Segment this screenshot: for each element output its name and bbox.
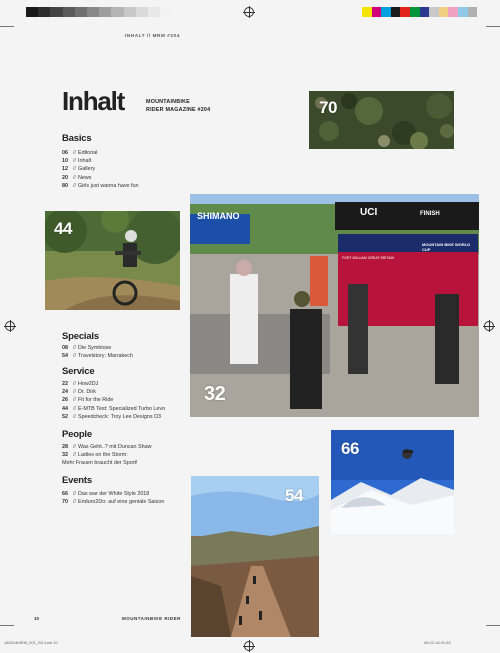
toc-entry[interactable]: 20 // News (62, 174, 92, 181)
registration-mark-icon (244, 641, 254, 651)
color-swatch (362, 7, 372, 17)
page-title: Inhalt (62, 86, 125, 116)
toc-entry[interactable]: 32 // Ladies on the Storm: (62, 452, 128, 459)
section-entries-events (62, 490, 164, 506)
color-swatch (372, 7, 382, 17)
section-entries-specials (62, 344, 133, 360)
entry-page-number: 70 (62, 499, 68, 506)
entry-title: Enduro2Do: auf eine geniale Saison (78, 499, 165, 506)
section-entries-basics (62, 149, 139, 190)
cmyk-color-bar (362, 7, 477, 17)
gray-swatch (111, 7, 123, 17)
entry-page-number: 54 (62, 353, 68, 360)
gray-swatch (38, 7, 50, 17)
photo-page-number: 70 (319, 98, 337, 117)
toc-entry[interactable]: 70 // Enduro2Do: auf eine geniale Saison (62, 499, 165, 506)
toc-entry-continuation: Mehr Frauen braucht der Sport! (62, 460, 138, 467)
section-heading-specials: Specials (62, 331, 99, 342)
color-swatch (400, 7, 410, 17)
running-head: INHALT // MRM #204 (125, 33, 180, 38)
banner-fortwilliam: FORT WILLIAM GREAT BRITAIN (342, 256, 394, 260)
entry-page-number: 52 (62, 413, 68, 420)
gray-swatch (148, 7, 160, 17)
photo-page-number: 66 (341, 439, 359, 458)
entry-page-number: 22 (62, 381, 68, 387)
toc-entry[interactable]: 26 // Fit for the Ride (62, 397, 114, 404)
gray-swatch (160, 7, 172, 17)
toc-entry[interactable]: 52 // Speedcheck: Troy Lee Designs D3 (62, 413, 162, 420)
gray-swatch (26, 7, 38, 17)
color-swatch (391, 7, 401, 17)
entry-page-number: 10 (62, 158, 68, 165)
photo-aerial-forest[interactable] (309, 91, 454, 149)
photo-page-number: 32 (204, 383, 226, 405)
entry-title: Girls just wanna have fun (78, 182, 139, 189)
toc-entry[interactable]: 22 // How2DJ (62, 381, 99, 387)
banner-finish: FINISH (420, 211, 440, 217)
entry-page-number: 26 (62, 397, 68, 404)
color-swatch (439, 7, 449, 17)
slug-file-info: 180314MRM_001_RZ.indd 10 (4, 640, 58, 645)
entry-page-number: 08 (62, 345, 68, 351)
finish-celebration-image (190, 194, 479, 417)
crop-mark (486, 625, 500, 626)
entry-page-number: 12 (62, 166, 68, 173)
entry-title: Die Symbiose (78, 345, 112, 351)
entry-page-number: 28 (62, 444, 68, 450)
photo-page-number: 54 (285, 486, 303, 505)
registration-mark-icon (5, 321, 15, 331)
crop-mark (486, 26, 500, 27)
entry-title: How2DJ (78, 381, 99, 387)
section-heading-service: Service (62, 366, 95, 377)
toc-entry[interactable]: 66 // Das war der White Style 2018 (62, 491, 150, 497)
photo-ebike-rider[interactable] (45, 211, 180, 310)
crop-mark (0, 26, 14, 27)
gray-swatch (124, 7, 136, 17)
banner-uci: UCI (360, 207, 378, 218)
color-swatch (429, 7, 439, 17)
toc-entry[interactable]: 44 // E-MTB Test: Specialized Turbo Levo (62, 405, 166, 412)
gray-swatch (99, 7, 111, 17)
toc-entry[interactable]: 06 // Editorial (62, 150, 98, 156)
gray-swatch (50, 7, 62, 17)
entry-page-number: 32 (62, 452, 68, 459)
slug-date: 06.02.18 01:53 (424, 640, 451, 645)
entry-title: Das war der White Style 2018 (78, 491, 150, 497)
entry-page-number: 20 (62, 174, 68, 181)
entry-page-number: 80 (62, 182, 68, 189)
section-heading-people: People (62, 429, 92, 440)
registration-mark-icon (244, 7, 254, 17)
toc-entry[interactable]: 24 // Dr. Dirk (62, 389, 96, 396)
crop-mark (0, 625, 14, 626)
entry-title: News (78, 174, 92, 181)
magazine-subtitle (146, 98, 210, 114)
photo-page-number: 44 (54, 219, 72, 238)
entry-title: Editorial (78, 150, 98, 156)
entry-title: Speedcheck: Troy Lee Designs D3 (78, 413, 162, 420)
color-swatch (410, 7, 420, 17)
entry-title: Ladies on the Storm: (78, 452, 128, 459)
entry-title: E-MTB Test: Specialized Turbo Levo (78, 405, 166, 412)
photo-white-style[interactable] (331, 430, 454, 534)
color-swatch (458, 7, 468, 17)
footer-magazine-name: MOUNTAINBIKE RIDER (122, 616, 181, 621)
toc-entry[interactable]: 08 // Die Symbiose (62, 345, 112, 351)
toc-entry[interactable]: 54 // Travelstory: Marrakech (62, 353, 133, 360)
toc-entry[interactable]: 12 // Gallery (62, 166, 96, 173)
entry-page-number: 24 (62, 389, 68, 396)
entry-title: Inhalt (78, 158, 92, 165)
entry-title: Was Geht..? mit Duncan Shaw (78, 444, 152, 450)
section-entries-service (62, 380, 165, 421)
subtitle-line-1: MOUNTAINBIKE (146, 99, 190, 105)
toc-entry[interactable]: 80 // Girls just wanna have fun (62, 182, 139, 189)
section-entries-people (62, 443, 152, 468)
gray-swatch (63, 7, 75, 17)
entry-title: Fit for the Ride (78, 397, 114, 404)
entry-title: Gallery (78, 166, 96, 173)
entry-page-number: 44 (62, 405, 68, 412)
toc-entry[interactable]: 10 // Inhalt (62, 158, 92, 165)
subtitle-line-2: RIDER MAGAZINE #204 (146, 107, 211, 113)
entry-page-number: 06 (62, 150, 68, 156)
gray-swatch (87, 7, 99, 17)
gray-swatch (75, 7, 87, 17)
toc-entry[interactable]: 28 // Was Geht..? mit Duncan Shaw (62, 444, 152, 450)
entry-title: Travelstory: Marrakech (78, 353, 133, 360)
photo-finish-celebration[interactable] (190, 194, 479, 417)
banner-shimano: SHIMANO (197, 211, 240, 221)
section-heading-basics: Basics (62, 133, 92, 144)
color-swatch (448, 7, 458, 17)
section-heading-events: Events (62, 475, 92, 486)
color-swatch (381, 7, 391, 17)
color-swatch (420, 7, 430, 17)
grayscale-color-bar (26, 7, 172, 17)
entry-page-number: 66 (62, 491, 68, 497)
photo-marrakech-trail[interactable] (191, 476, 319, 637)
gray-swatch (136, 7, 148, 17)
entry-title: Dr. Dirk (78, 389, 96, 396)
registration-mark-icon (484, 321, 494, 331)
footer-page-number: 10 (34, 616, 40, 621)
color-swatch (468, 7, 478, 17)
banner-worldcup: MOUNTAIN BIKE WORLD CUP (422, 242, 471, 252)
